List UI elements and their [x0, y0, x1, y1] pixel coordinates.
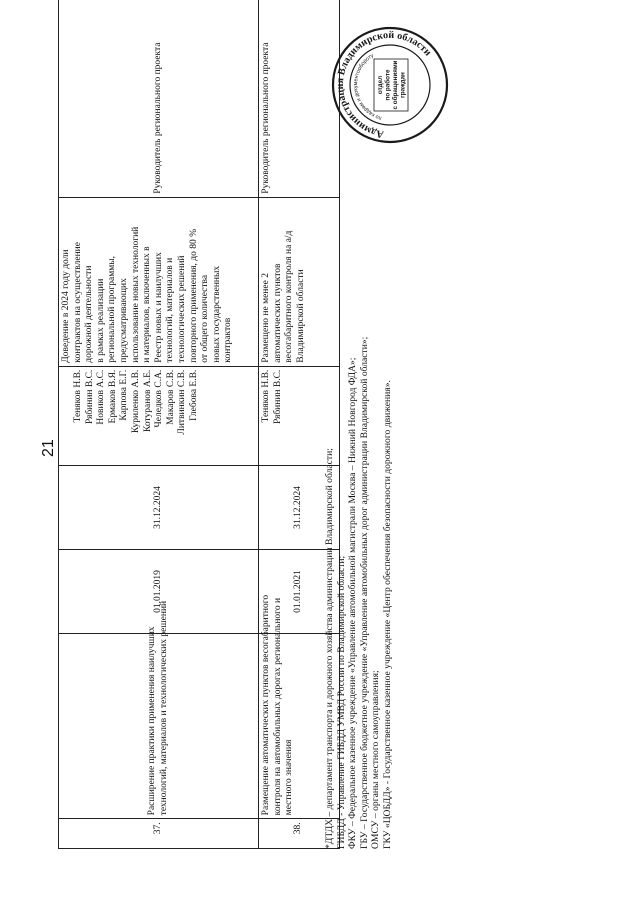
result-line: предусматривающих	[118, 278, 129, 363]
result-line: Реестр новых и наилучших	[153, 252, 164, 363]
executor: Новиков А.С.	[96, 369, 107, 425]
official-seal	[330, 25, 450, 145]
result-line: региональной программы,	[107, 256, 118, 363]
activity-name	[59, 600, 259, 818]
result-line: новых государственных	[211, 265, 222, 363]
seal-center-line: граждан	[399, 72, 407, 98]
table-row	[59, 0, 259, 849]
end-date: 31.12.2024	[259, 466, 340, 550]
executor: Макаров С.В.	[165, 369, 176, 425]
footnote: ГБУ – Государственное бюджетное учреждение «Управление автомобильных дорог администрации Владимирской области»;	[358, 336, 370, 849]
expected-result	[59, 197, 259, 366]
result-line: автоматических пунктов	[272, 263, 283, 363]
seal-ring-text: Администрация Владимирской области	[334, 29, 434, 140]
executor: Рябинин В.С.	[84, 369, 95, 424]
result-line: использование новых технологий	[130, 226, 141, 363]
executor: Челедков С.А.	[154, 369, 165, 428]
result-line: дорожной деятельности	[84, 265, 95, 363]
result-line: Владимирской области	[295, 269, 306, 363]
responsible: Руководитель регионального проекта	[259, 0, 340, 197]
seal-center-line: отдел	[377, 75, 384, 95]
start-date: 01.01.2019	[59, 549, 259, 633]
result-line: в рамках реализации	[95, 278, 106, 363]
footnote: ГИБДД - Управление ГИБДД УМВД России по Владимирской области;	[335, 555, 347, 849]
page-number: 21	[40, 439, 57, 457]
result-line: повторного применения, до 80 %	[188, 228, 199, 363]
end-date: 31.12.2024	[59, 466, 259, 550]
result-line: технологий, материалов и	[165, 257, 176, 363]
activity-name-line: местного значения	[284, 739, 295, 816]
footnote: ФКУ – Федеральное казенное учреждение «Управление автомобильной магистрали Москва – Нижний Новгород ФДА»;	[347, 357, 358, 849]
result-line: Размещено не менее 2	[261, 273, 271, 363]
result-line: Доведение в 2024 году доли	[61, 249, 71, 363]
executor: Ермаков В.Я.	[107, 369, 118, 424]
result-line: и материалов, включенных в	[142, 246, 153, 363]
start-date: 01.01.2021	[259, 549, 340, 633]
footnotes	[324, 69, 393, 849]
responsible: Руководитель регионального проекта	[59, 0, 259, 197]
seal-center-line: с обращениями	[392, 60, 399, 110]
footnote: ОМСУ – органы местного самоуправления;	[370, 670, 381, 849]
footnote: ГКУ «ЦОБДД» - Государственное казенное учреждение «Центр обеспечения безопасности дорожного движения».	[381, 380, 393, 849]
result-line: контрактов на осуществление	[72, 242, 83, 363]
project-table	[58, 0, 340, 849]
executor: Литвинкин С.В.	[177, 369, 188, 435]
executor: Теняков Н.В.	[73, 369, 83, 423]
result-line: контрактов	[223, 317, 234, 363]
activity-name-line: Размещение автоматических пунктов весогабаритного	[261, 594, 271, 816]
activity-name-line: Расширение практики применения наилучших	[146, 626, 157, 816]
executor: Рябинин В.С.	[272, 369, 283, 424]
result-line: от общего количества	[200, 274, 211, 363]
executor: Карпова Е.Г.	[119, 369, 130, 421]
footnote: *ДТДХ – департамент транспорта и дорожного хозяйства администрации Владимирской области;	[324, 448, 335, 849]
result-line: весогабаритного контроля на а/д	[284, 230, 295, 363]
executor: Куриленко А.В.	[130, 369, 141, 434]
activity-name-line: технологий, материалов и технологических решений	[158, 600, 169, 816]
executors	[59, 366, 259, 465]
executor: Глебова Е.В.	[188, 369, 199, 421]
executor: Теняков Н.В.	[261, 369, 271, 423]
activity-name-line: контроля на автомобильных дорогах регионального и	[272, 597, 283, 816]
seal-center-line: по работе	[384, 69, 392, 101]
row-number: 37.	[59, 819, 259, 849]
result-line: технологических решений	[176, 255, 187, 363]
seal-inner-arc-text: по кадрам и документообороту	[352, 52, 383, 121]
row-number: 38.	[259, 819, 340, 849]
executor: Котуранов А.Е.	[142, 369, 153, 433]
